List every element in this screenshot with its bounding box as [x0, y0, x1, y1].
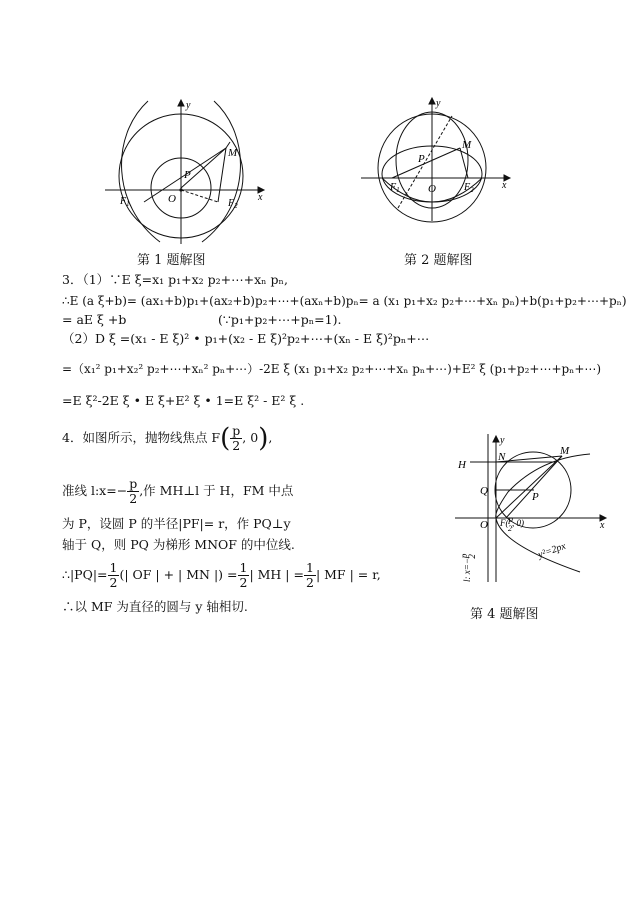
problem3-line3b: (∵p₁+p₂+⋯+pₙ=1). [218, 312, 342, 327]
problem4-line1-text: 4．如图所示，抛物线焦点 F [62, 430, 221, 445]
problem3-line4: （2）D ξ =(x₁ - E ξ)² • p₁+(x₂ - E ξ)²p₂+⋯+(xₙ - E ξ)²pₙ+⋯ [62, 331, 430, 346]
fig1-label-x: x [258, 192, 263, 203]
figure-1-caption: 第 1 题解图 [137, 253, 206, 268]
problem4-line2: 准线 l:x=− $\frac{p}{2}$ ,作 MH⊥l 于 H，FM 中点 [62, 476, 294, 506]
fig4-label-curve: y²=2px [536, 540, 568, 561]
fig1-label-f1: $F_1$ [120, 196, 130, 208]
fig2-label-f1: $F_1$ [390, 182, 400, 194]
fig4-label-m: M [560, 445, 570, 457]
figure-4-caption: 第 4 题解图 [470, 607, 539, 622]
fig4-label-h: H [458, 459, 466, 471]
fig1-label-m: M [228, 147, 238, 159]
fig2-label-x: x [502, 180, 507, 191]
problem4-line3: 为 P，设圆 P 的半径|PF|= r，作 PQ⊥y [62, 516, 291, 531]
figure-2 [356, 96, 516, 231]
problem3-line2: ∴E (a ξ+b)= (ax₁+b)p₁+(ax₂+b)p₂+⋯+(axₙ+b)pₙ= a (x₁ p₁+x₂ p₂+⋯+xₙ pₙ)+b(p₁+p₂+⋯+pₙ) [62, 294, 627, 308]
fig2-label-p: P [418, 153, 425, 165]
figure-1 [100, 96, 270, 246]
fig4-label-n: N [498, 451, 506, 463]
fig2-label-f2: $F_2$ [464, 182, 474, 194]
problem3-line6: =E ξ²-2E ξ • E ξ+E² ξ • 1=E ξ² - E² ξ . [62, 393, 305, 408]
problem4-line1: 4．如图所示，抛物线焦点 F( $\frac{p}{2}$ , 0), [62, 423, 273, 454]
fig4-label-x: x [600, 520, 605, 531]
problem4-line4: 轴于 Q，则 PQ 为梯形 MNOF 的中位线. [62, 537, 295, 552]
problem3-line5: =（x₁² p₁+x₂² p₂+⋯+xₙ² pₙ+⋯）-2E ξ (x₁ p₁+x₂ p₂+⋯+xₙ pₙ+⋯)+E² ξ (p₁+p₂+⋯+pₙ+⋯) [62, 362, 602, 376]
fig2-label-y: y [436, 98, 441, 109]
fig2-label-o: O [428, 183, 436, 195]
fraction-directrix: $\frac{p}{2}$ [129, 476, 138, 506]
problem3-line1: 3．（1）∵E ξ=x₁ p₁+x₂ p₂+⋯+xₙ pₙ, [62, 272, 288, 287]
fig4-label-directrix: l: x=−p2 [459, 553, 477, 582]
fig2-label-m: M [462, 139, 472, 151]
fig1-label-y: y [186, 100, 191, 111]
problem4-line5: ∴|PQ|= $\frac{1}{2}$ (| OF | + | MN |) = $\frac{1}{2}$ | MH | = $\frac{1}{2}$ | MF | = r, [62, 560, 381, 590]
figure-2-caption: 第 2 题解图 [404, 253, 473, 268]
figure-4 [450, 432, 615, 592]
fig1-label-o: O [168, 193, 176, 205]
fig1-label-p: P [184, 169, 191, 181]
fig4-label-p: P [532, 491, 539, 503]
fig4-label-o: O [480, 519, 488, 531]
fig4-label-q: Q [480, 485, 488, 497]
problem3-line3a: = aE ξ +b [62, 312, 127, 327]
fig4-label-f: F(p 2, 0) [500, 514, 524, 533]
fig1-label-f2: $F_2$ [228, 198, 238, 210]
problem4-line6: ∴以 MF 为直径的圆与 y 轴相切. [62, 599, 248, 614]
fig4-label-y: y [500, 435, 505, 446]
fraction-p-over-2: $\frac{p}{2}$ [232, 423, 241, 453]
